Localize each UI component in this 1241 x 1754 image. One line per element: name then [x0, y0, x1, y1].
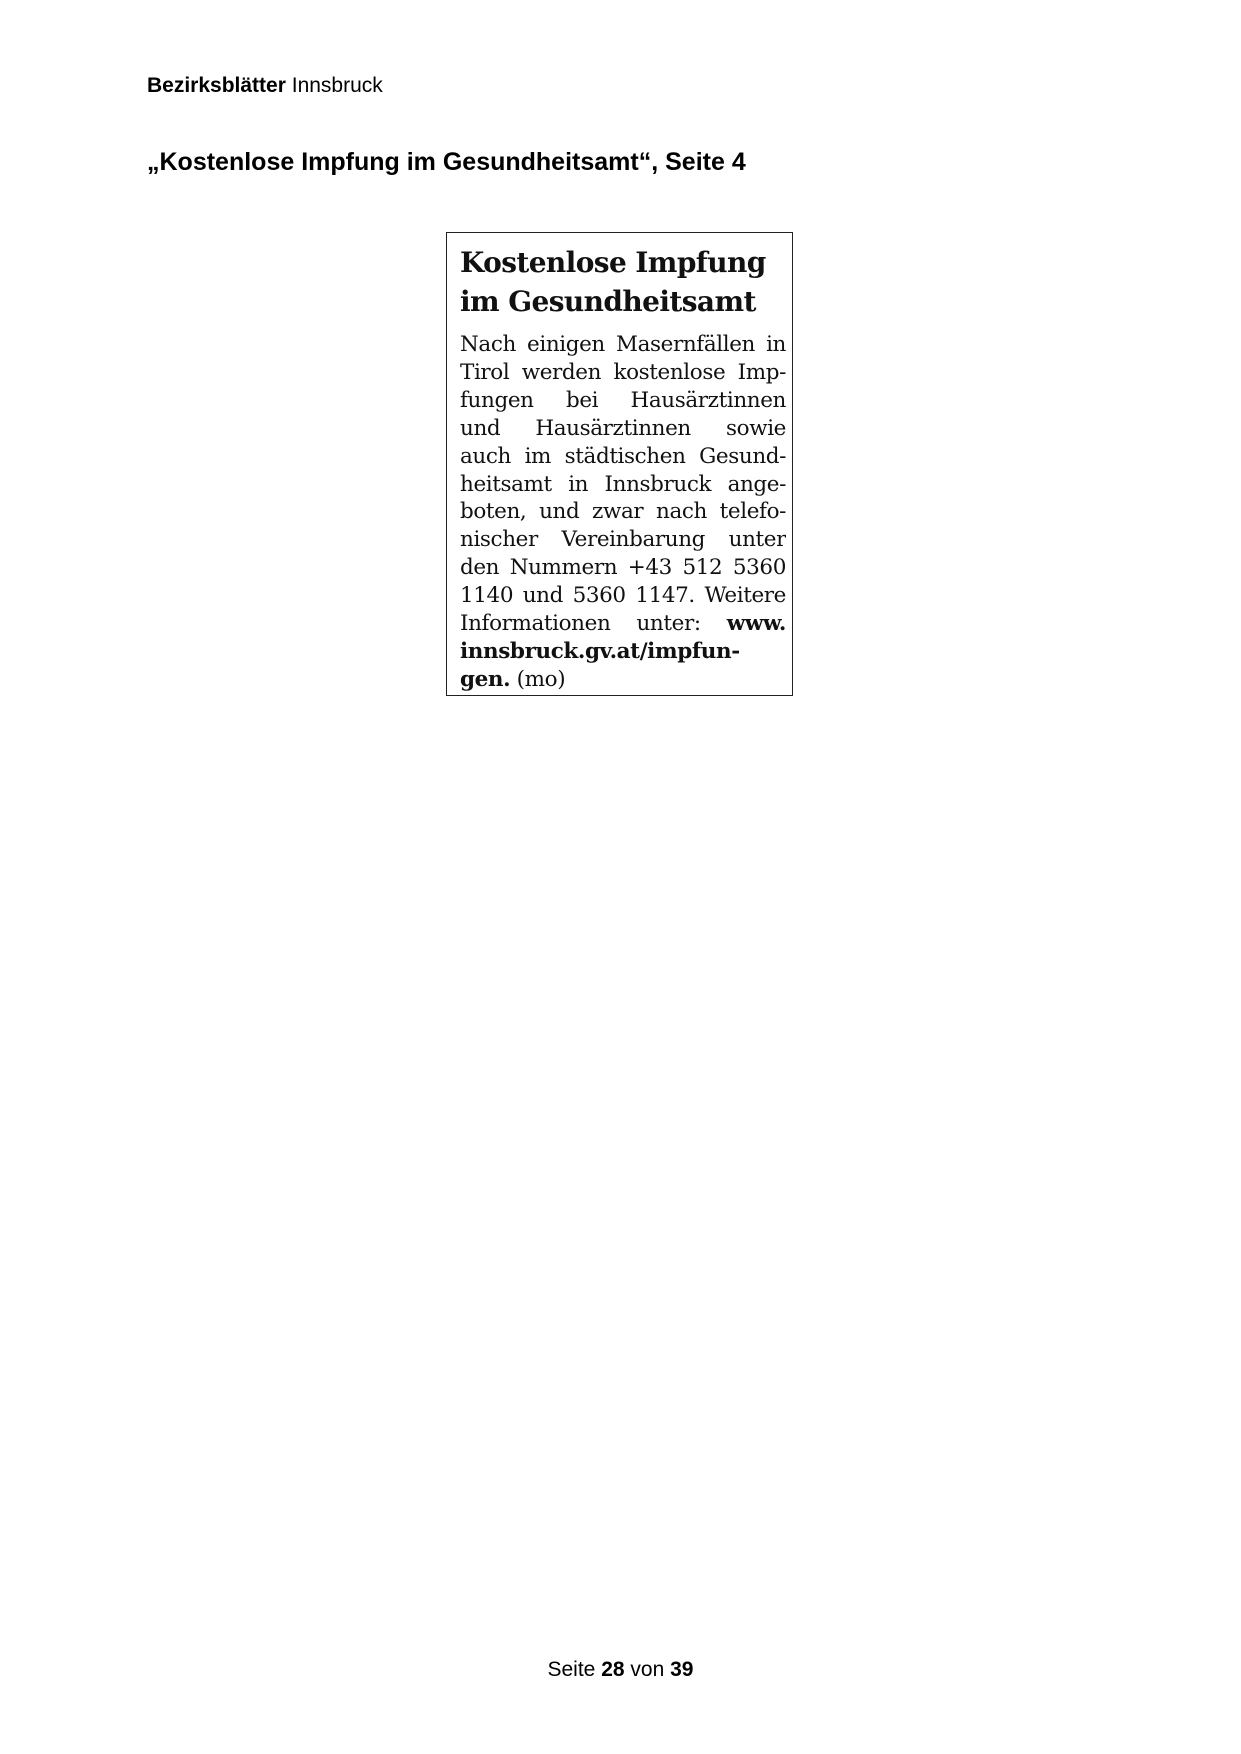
url-part: gen.	[460, 666, 511, 692]
clipping-title-line: Kostenlose Impfung	[460, 246, 766, 279]
clipping-body-line: auch im städtischen Gesund-	[460, 443, 786, 469]
clipping-body-line: und Hausärztinnen sowie	[460, 415, 786, 441]
url-part: www.	[726, 611, 786, 637]
clipping-body-line: Nach einigen Masernfällen in	[460, 332, 786, 357]
clipping-final-line	[460, 666, 786, 694]
clipping-body-line: fungen bei Hausärztinnen	[460, 387, 786, 413]
total-pages-number: 39	[670, 1658, 694, 1681]
clipping-info-line	[460, 610, 786, 638]
clipping-title	[460, 243, 786, 321]
clipping-body-line: boten, und zwar nach telefo-	[460, 499, 786, 525]
clipping-title-line: im Gesundheitsamt	[460, 285, 756, 318]
clipping-body-line: nischer Vereinbarung unter	[460, 527, 786, 553]
page-footer	[0, 1656, 1241, 1684]
clipping-body	[460, 331, 786, 694]
current-page-number: 28	[601, 1658, 625, 1681]
info-prefix: Informationen unter:	[460, 611, 727, 637]
clipping-body-line: Tirol werden kostenlose Imp-	[460, 359, 786, 385]
clipping-body-line: heitsamt in Innsbruck ange-	[460, 471, 786, 497]
publication-region: Innsbruck	[291, 74, 383, 97]
newspaper-clipping	[446, 232, 793, 696]
footer-prefix: Seite	[547, 1658, 596, 1681]
clipping-body-line: den Nummern +43 512 5360	[460, 555, 786, 581]
article-reference-heading: „Kostenlose Impfung im Gesundheitsamt“, Seite 4	[147, 148, 746, 176]
url-part: innsbruck.gv.at/impfun-	[460, 638, 740, 664]
footer-separator: von	[630, 1658, 665, 1681]
clipping-body-line: 1140 und 5360 1147. Weitere	[460, 583, 786, 609]
publication-header	[147, 72, 383, 100]
clipping-url-line	[460, 638, 786, 666]
author-tag: (mo)	[516, 666, 566, 692]
publication-name: Bezirksblätter	[147, 74, 286, 97]
